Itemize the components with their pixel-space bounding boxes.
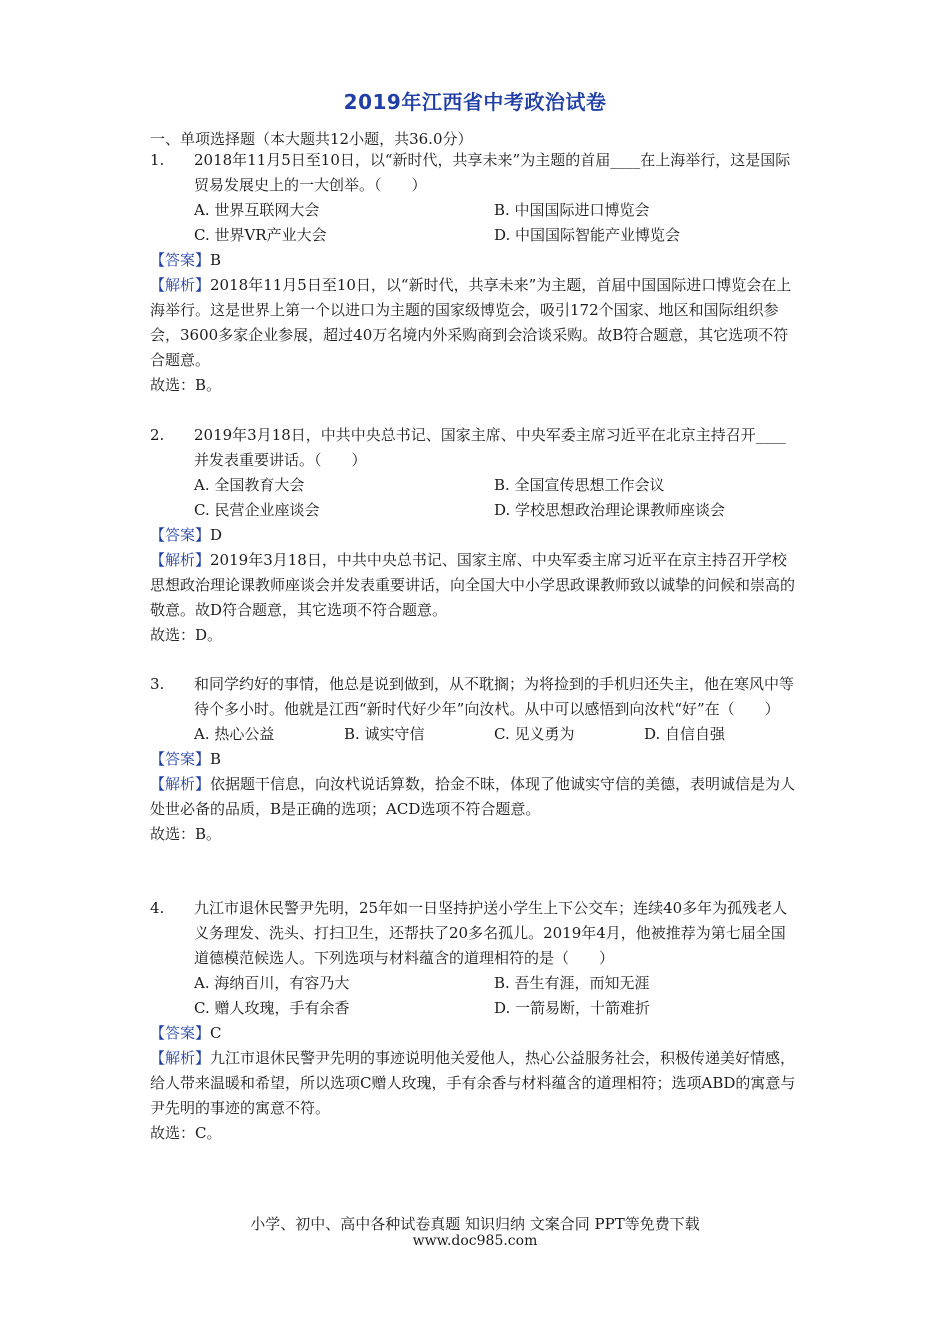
analysis-tag: 【解析】 (150, 551, 211, 569)
analysis-tag: 【解析】 (150, 276, 211, 294)
question-stem: 九江市退休民警尹先明，25年如一日坚持护送小学生上下公交车；连续40多年为孤残老人义务理发、洗头、打扫卫生，还帮扶了20多名孤儿。2019年4月，他被推荐为第七届全国道德模范候选人。下列选项与材料蕴含的道理相符的是（ ） (194, 899, 788, 967)
analysis-line (150, 273, 800, 373)
analysis-tag: 【解析】 (150, 775, 211, 793)
option-b: B. 全国宣传思想工作会议 (494, 476, 665, 494)
option-b: B. 中国国际进口博览会 (494, 201, 650, 219)
answer-tag: 【答案】 (150, 750, 211, 768)
option-c: C. 赠人玫瑰，手有余香 (194, 999, 350, 1017)
analysis-line (150, 548, 800, 623)
question-number: 2. (150, 426, 165, 444)
question-2 (150, 423, 800, 648)
answer-line (150, 248, 800, 273)
option-d: D. 自信自强 (644, 725, 726, 743)
exam-title: 2019年江西省中考政治试卷 (343, 90, 607, 114)
option-a: A. 世界互联网大会 (194, 201, 320, 219)
answer-value: C (210, 1024, 222, 1042)
option-d: D. 一箭易断，十箭难折 (494, 999, 651, 1017)
answer-line (150, 747, 800, 772)
answer-tag: 【答案】 (150, 1024, 211, 1042)
option-b: B. 诚实守信 (344, 725, 425, 743)
question-4 (150, 896, 800, 1146)
analysis-line (150, 1046, 800, 1121)
question-stem: 和同学约好的事情，他总是说到做到，从不耽搁；为将捡到的手机归还失主，他在寒风中等待个多小时。他就是江西“新时代好少年”向汝杙。从中可以感悟到向汝杙“好”在（ ） (194, 675, 795, 718)
analysis-text: 依据题干信息，向汝杙说话算数，拾金不昧，体现了他诚实守信的美德，表明诚信是为人处世必备的品质，B是正确的选项；ACD选项不符合题意。 (150, 775, 796, 818)
question-3 (150, 672, 800, 847)
option-c: C. 世界VR产业大会 (194, 226, 327, 244)
analysis-text: 2018年11月5日至10日，以“新时代，共享未来”为主题，首届中国国际进口博览会在上海举行。这是世界上第一个以进口为主题的国家级博览会，吸引172个国家、地区和国际组织参会，3600多家企业参展，超过40万名境内外采购商到会洽谈采购。故B符合题意，其它选项不符合题意。 (150, 276, 792, 369)
option-c: C. 见义勇为 (494, 725, 575, 743)
answer-value: D (210, 526, 223, 544)
analysis-text: 2019年3月18日，中共中央总书记、国家主席、中央军委主席习近平在京主持召开学校思想政治理论课教师座谈会并发表重要讲话，向全国大中小学思政课教师致以诚挚的问候和崇高的敬意。故D符合题意，其它选项不符合题意。 (150, 551, 796, 619)
choose-line: 故选：C。 (150, 1124, 222, 1142)
question-number: 1. (150, 151, 165, 169)
answer-line (150, 1021, 800, 1046)
option-b: B. 吾生有涯，而知无涯 (494, 974, 650, 992)
choose-line: 故选：B。 (150, 376, 222, 394)
analysis-text: 九江市退休民警尹先明的事迹说明他关爱他人，热心公益服务社会，积极传递美好情感，给人带来温暖和希望，所以选项C赠人玫瑰，手有余香与材料蕴含的道理相符；选项ABD的寓意与尹先明的事迹的寓意不符。 (150, 1049, 796, 1117)
option-a: A. 热心公益 (194, 725, 275, 743)
option-d: D. 学校思想政治理论课教师座谈会 (494, 501, 726, 519)
question-1 (150, 148, 800, 398)
answer-value: B (210, 750, 222, 768)
answer-tag: 【答案】 (150, 251, 211, 269)
footer-website-link[interactable]: www.doc985.com (412, 1233, 538, 1249)
choose-line: 故选：B。 (150, 825, 222, 843)
analysis-line (150, 772, 800, 822)
answer-value: B (210, 251, 222, 269)
question-stem: 2019年3月18日，中共中央总书记、国家主席、中央军委主席习近平在北京主持召开____并发表重要讲话。（ ） (194, 426, 786, 469)
option-d: D. 中国国际智能产业博览会 (494, 226, 681, 244)
question-number: 3. (150, 675, 165, 693)
analysis-tag: 【解析】 (150, 1049, 211, 1067)
answer-tag: 【答案】 (150, 526, 211, 544)
choose-line: 故选：D。 (150, 626, 223, 644)
question-stem: 2018年11月5日至10日，以“新时代，共享未来”为主题的首届____在上海举行，这是国际贸易发展史上的一大创举。（ ） (194, 151, 791, 194)
option-a: A. 海纳百川，有容乃大 (194, 974, 350, 992)
section-heading: 一、单项选择题（本大题共12小题，共36.0分） (150, 130, 473, 148)
question-number: 4. (150, 899, 165, 917)
footer-promo-text: 小学、初中、高中各种试卷真题 知识归纳 文案合同 PPT等免费下载 (250, 1215, 700, 1233)
answer-line (150, 523, 800, 548)
option-a: A. 全国教育大会 (194, 476, 305, 494)
option-c: C. 民营企业座谈会 (194, 501, 320, 519)
